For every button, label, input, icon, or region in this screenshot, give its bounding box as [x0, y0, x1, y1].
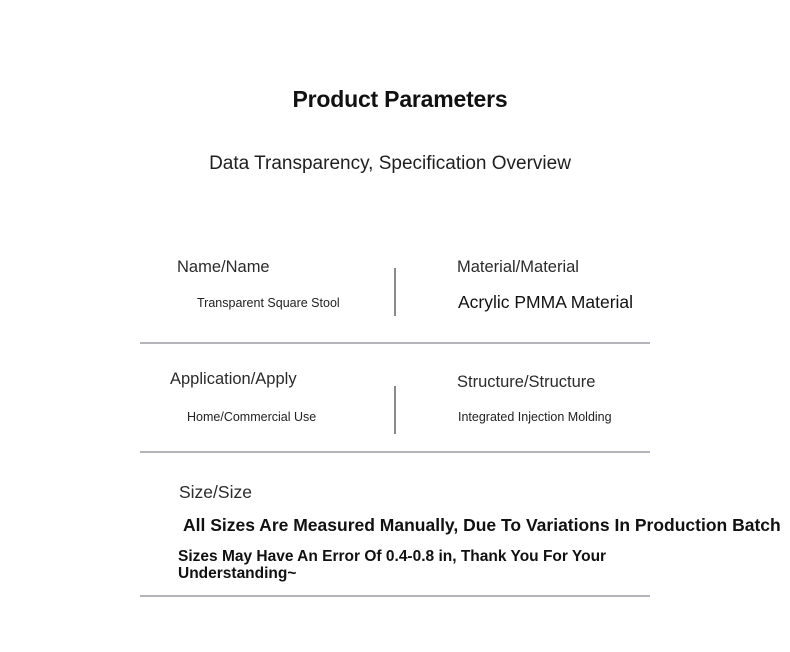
- size-label: Size/Size: [179, 482, 252, 502]
- structure-value: Integrated Injection Molding: [458, 410, 612, 424]
- row2-vertical-divider: [394, 386, 396, 434]
- row1-divider: [140, 342, 650, 344]
- size-note-line2: Sizes May Have An Error Of 0.4-0.8 in, Thank You For Your Understanding~: [178, 548, 607, 582]
- material-label: Material/Material: [457, 258, 579, 276]
- page-title: Product Parameters: [292, 86, 508, 112]
- material-value: Acrylic PMMA Material: [458, 292, 634, 312]
- name-label: Name/Name: [177, 258, 270, 276]
- page-subtitle: Data Transparency, Specification Overview: [209, 153, 571, 174]
- structure-label: Structure/Structure: [457, 373, 596, 391]
- row1-vertical-divider: [394, 268, 396, 316]
- application-value: Home/Commercial Use: [187, 410, 317, 424]
- name-value: Transparent Square Stool: [197, 296, 340, 310]
- row2-divider: [140, 451, 650, 453]
- size-divider: [140, 595, 650, 597]
- size-note-line1: All Sizes Are Measured Manually, Due To Variations In Production Batch: [183, 515, 781, 535]
- application-label: Application/Apply: [170, 370, 297, 388]
